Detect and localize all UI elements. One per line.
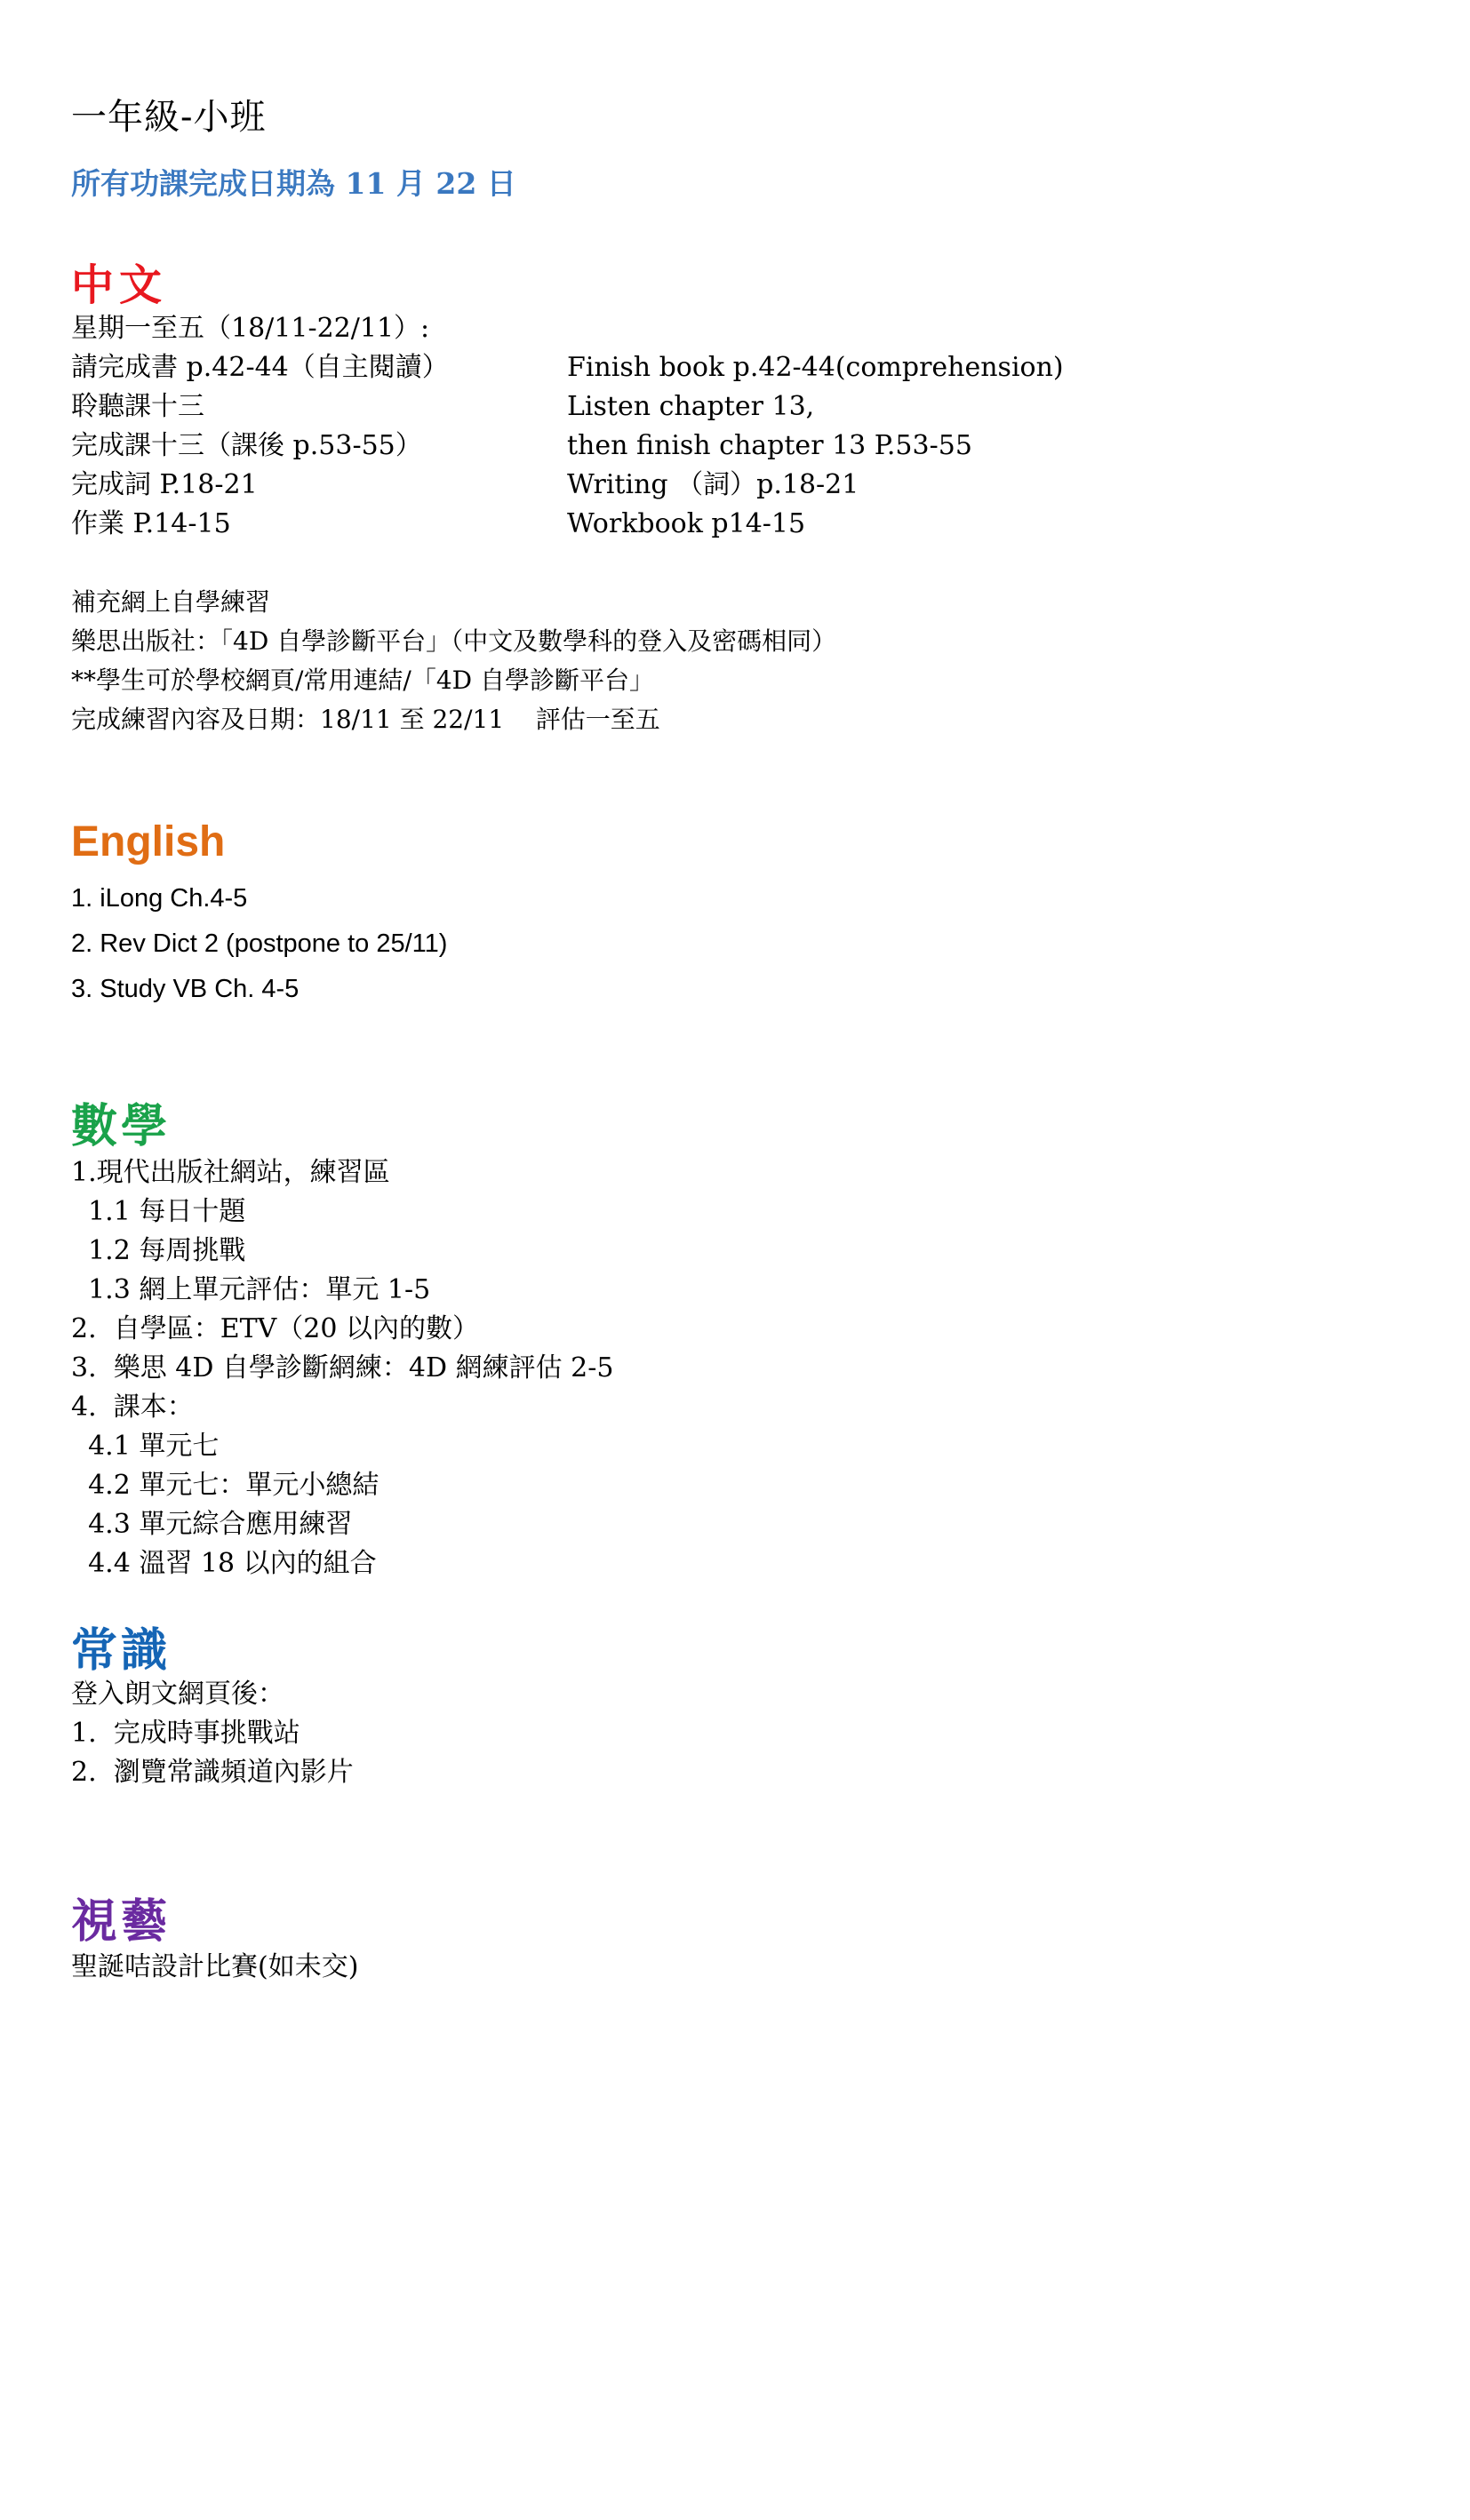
list-item: 1. 完成時事挑戰站 bbox=[71, 1718, 300, 1749]
list-item: Listen chapter 13, bbox=[567, 391, 815, 422]
list-item: 登入朗文網頁後： bbox=[71, 1679, 284, 1710]
list-item: Workbook p14-15 bbox=[567, 508, 806, 539]
list-item: 1.現代出版社網站，練習區 bbox=[71, 1157, 390, 1188]
general-studies-heading: 常識 bbox=[71, 1623, 172, 1678]
list-item: 2. 瀏覽常識頻道內影片 bbox=[71, 1757, 354, 1788]
visual-arts-list bbox=[71, 1948, 358, 1987]
list-item: 4.4 溫習 18 以內的組合 bbox=[71, 1548, 377, 1579]
general-studies-list bbox=[71, 1675, 354, 1792]
chinese-extra-practice bbox=[71, 583, 836, 739]
list-item: 補充網上自學練習 bbox=[71, 587, 271, 617]
page-title: 一年級-小班 bbox=[71, 97, 267, 138]
list-item: 聆聽課十三 bbox=[71, 391, 204, 422]
list-item: 2. Rev Dict 2 (postpone to 25/11) bbox=[71, 929, 448, 958]
list-item: 聖誕咭設計比賽(如未交) bbox=[71, 1951, 359, 1982]
list-item: 2. 自學區：ETV（20 以內的數） bbox=[71, 1313, 479, 1344]
list-item: 1.2 每周挑戰 bbox=[71, 1235, 246, 1266]
due-date-notice: 所有功課完成日期為 11 月 22 日 bbox=[71, 166, 516, 201]
list-item: 3. 樂思 4D 自學診斷網練：4D 網練評估 2-5 bbox=[71, 1352, 614, 1384]
english-list bbox=[71, 876, 447, 1012]
list-item: 完成練習內容及日期：18/11 至 22/11 評估一至五 bbox=[71, 705, 660, 734]
list-item: Writing （詞）p.18-21 bbox=[567, 469, 859, 500]
list-item: 完成課十三（課後 p.53-55） bbox=[71, 430, 422, 461]
list-item: 1. iLong Ch.4-5 bbox=[71, 884, 248, 913]
list-item: 4.3 單元綜合應用練習 bbox=[71, 1509, 353, 1540]
list-item: 作業 P.14-15 bbox=[71, 508, 231, 539]
list-item: Finish book p.42-44(comprehension) bbox=[567, 352, 1064, 383]
list-item: 4.2 單元七：單元小總結 bbox=[71, 1470, 379, 1501]
list-item: 4. 課本： bbox=[71, 1392, 194, 1423]
english-heading: English bbox=[71, 818, 226, 865]
list-item: 1.1 每日十題 bbox=[71, 1196, 246, 1227]
list-item: **學生可於學校網頁/常用連結/「4D 自學診斷平台」 bbox=[71, 666, 655, 695]
chinese-tasks-zh bbox=[71, 348, 449, 544]
list-item: 完成詞 P.18-21 bbox=[71, 469, 258, 500]
list-item: 樂思出版社：「4D 自學診斷平台」（中文及數學科的登入及密碼相同） bbox=[71, 626, 837, 656]
chinese-tasks-en bbox=[567, 348, 1064, 544]
chinese-intro: 星期一至五（18/11-22/11）: bbox=[71, 313, 430, 344]
math-heading: 數學 bbox=[71, 1099, 172, 1153]
list-item: 1.3 網上單元評估：單元 1-5 bbox=[71, 1274, 431, 1305]
list-item: 請完成書 p.42-44（自主閱讀） bbox=[71, 352, 449, 383]
chinese-heading: 中文 bbox=[71, 260, 168, 310]
list-item: then finish chapter 13 P.53-55 bbox=[567, 430, 972, 461]
list-item: 3. Study VB Ch. 4-5 bbox=[71, 975, 300, 1003]
math-list bbox=[71, 1153, 613, 1583]
visual-arts-heading: 視藝 bbox=[71, 1894, 172, 1949]
list-item: 4.1 單元七 bbox=[71, 1431, 220, 1462]
